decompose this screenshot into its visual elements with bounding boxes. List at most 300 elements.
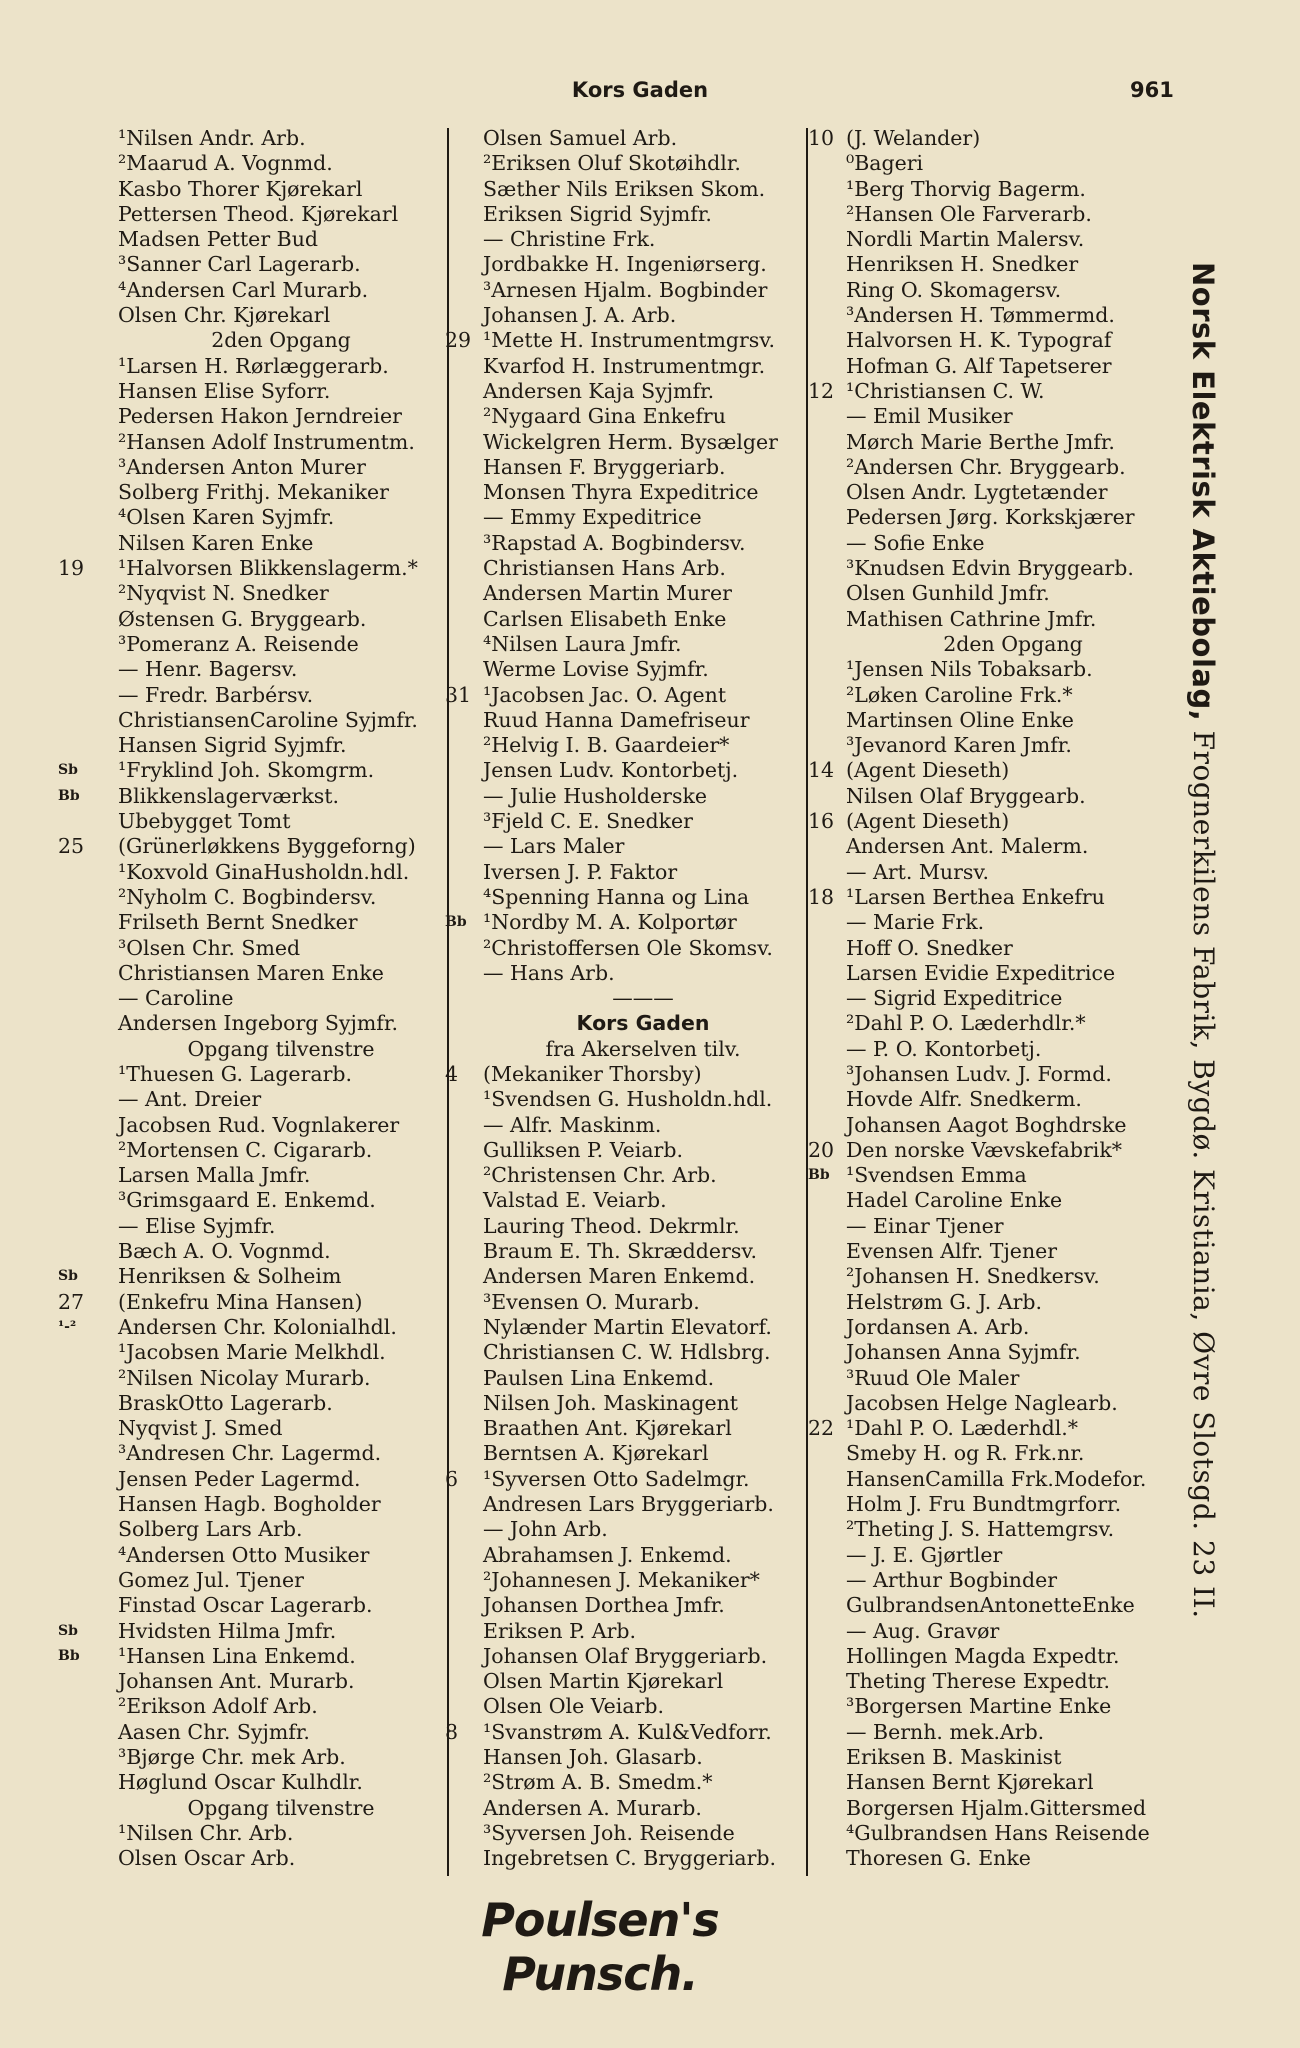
- directory-entry: [808, 1366, 1180, 1391]
- entry-text: — Alfr. Maskinm.: [483, 1112, 662, 1137]
- directory-column-2: [445, 126, 803, 1871]
- house-number: 18: [808, 884, 835, 909]
- entry-text: Martinsen Oline Enke: [846, 707, 1074, 732]
- directory-entry: [58, 227, 444, 252]
- directory-entry: [58, 1188, 444, 1213]
- directory-entry: [58, 683, 444, 708]
- entry-text: ²Løken Caroline Frk.*: [846, 682, 1073, 707]
- entry-text: Solberg Lars Arb.: [118, 1517, 303, 1542]
- directory-entry: [445, 1062, 803, 1087]
- directory-entry: [808, 1188, 1180, 1213]
- directory-entry: [58, 430, 444, 455]
- entry-text: Nylænder Martin Elevatorf.: [483, 1314, 772, 1339]
- directory-entry: [808, 885, 1180, 910]
- directory-entry: [808, 1796, 1180, 1821]
- entry-text: Berntsen A. Kjørekarl: [483, 1441, 709, 1466]
- entry-text: — Fredr. Barbérsv.: [118, 682, 314, 707]
- directory-entry: [445, 1644, 803, 1669]
- directory-entry: [58, 1441, 444, 1466]
- directory-entry: [58, 1745, 444, 1770]
- entry-text: ¹Larsen Berthea Enkefru: [846, 884, 1105, 909]
- entry-text: Johansen Anna Syjmfr.: [846, 1340, 1081, 1365]
- directory-entry: [58, 404, 444, 429]
- entry-text: Hansen Elise Syforr.: [118, 378, 331, 403]
- directory-entry: [58, 531, 444, 556]
- entry-text: — Hans Arb.: [483, 960, 615, 985]
- directory-entry: [808, 1619, 1180, 1644]
- directory-entry: [808, 202, 1180, 227]
- entry-text: Ring O. Skomagersv.: [846, 277, 1062, 302]
- entry-text: — Bernh. mek.Arb.: [846, 1719, 1045, 1744]
- entry-text: Andersen Maren Enkemd.: [483, 1264, 756, 1289]
- directory-entry: [445, 328, 803, 353]
- directory-entry: [445, 1188, 803, 1213]
- directory-entry: [445, 1315, 803, 1340]
- entry-text: Ruud Hanna Damefriseur: [483, 707, 750, 732]
- house-number: 27: [58, 1289, 85, 1314]
- entry-text: Mathisen Cathrine Jmfr.: [846, 606, 1097, 631]
- directory-entry: [58, 1214, 444, 1239]
- entry-text: Hollingen Magda Expedtr.: [846, 1643, 1120, 1668]
- directory-entry: [808, 227, 1180, 252]
- entry-text: (Enkefru Mina Hansen): [118, 1289, 363, 1314]
- directory-entry: [58, 1315, 444, 1340]
- entry-text: Nilsen Joh. Maskinagent: [483, 1390, 739, 1415]
- entry-text: Olsen Gunhild Jmfr.: [846, 581, 1050, 606]
- entry-text: ⁴Olsen Karen Syjmfr.: [118, 505, 335, 530]
- house-number: 8: [445, 1719, 459, 1744]
- directory-entry: [808, 1290, 1180, 1315]
- directory-entry: [808, 1163, 1180, 1188]
- entry-text: Andresen Lars Bryggeriarb.: [483, 1492, 774, 1517]
- directory-entry: [445, 1543, 803, 1568]
- directory-entry: [808, 1593, 1180, 1618]
- entry-text: ⁴Nilsen Laura Jmfr.: [483, 631, 682, 656]
- entry-text: Braathen Ant. Kjørekarl: [483, 1416, 732, 1441]
- entry-text: Andersen Ant. Malerm.: [846, 834, 1089, 859]
- house-number: ¹-²: [58, 1318, 77, 1335]
- directory-entry: [445, 278, 803, 303]
- directory-entry: [58, 1619, 444, 1644]
- entry-text: Olsen Oscar Arb.: [118, 1846, 296, 1871]
- directory-entry: [808, 278, 1180, 303]
- entry-text: GulbrandsenAntonetteEnke: [846, 1593, 1135, 1618]
- entry-text: ³Ruud Ole Maler: [846, 1365, 1020, 1390]
- entry-text: Wickelgren Herm. Bysælger: [483, 429, 778, 454]
- directory-entry: [808, 961, 1180, 986]
- entry-text: Aasen Chr. Syjmfr.: [118, 1719, 310, 1744]
- directory-entry: [445, 505, 803, 530]
- entry-text: — Christine Frk.: [483, 227, 656, 252]
- directory-entry: [808, 860, 1180, 885]
- entry-text: Hadel Caroline Enke: [846, 1188, 1063, 1213]
- directory-entry: [445, 784, 803, 809]
- directory-entry: [58, 1517, 444, 1542]
- directory-entry: [445, 1593, 803, 1618]
- house-number: Bb: [58, 787, 80, 804]
- entry-text: ²Nygaard Gina Enkefru: [483, 404, 726, 429]
- entry-text: Helstrøm G. J. Arb.: [846, 1289, 1043, 1314]
- entry-text: ³Rapstad A. Bogbindersv.: [483, 530, 746, 555]
- entry-text: Andersen Ingeborg Syjmfr.: [118, 1011, 398, 1036]
- directory-entry: [58, 455, 444, 480]
- entry-text: — Einar Tjener: [846, 1213, 1004, 1238]
- entry-text: Monsen Thyra Expeditrice: [483, 480, 759, 505]
- directory-entry: [445, 607, 803, 632]
- directory-entry: [58, 581, 444, 606]
- directory-entry: [808, 1391, 1180, 1416]
- entry-text: ¹Berg Thorvig Bagerm.: [846, 176, 1086, 201]
- directory-entry: [58, 1416, 444, 1441]
- directory-entry: [445, 1821, 803, 1846]
- entry-text: Christiansen C. W. Hdlsbrg.: [483, 1340, 771, 1365]
- directory-entry: [58, 1467, 444, 1492]
- entry-text: Larsen Evidie Expeditrice: [846, 960, 1116, 985]
- entry-text: ³Borgersen Martine Enke: [846, 1694, 1112, 1719]
- directory-entry: [58, 1113, 444, 1138]
- directory-entry: [445, 1290, 803, 1315]
- directory-entry: [58, 1543, 444, 1568]
- directory-entry: [808, 1011, 1180, 1036]
- directory-entry: [58, 632, 444, 657]
- directory-entry: [58, 303, 444, 328]
- entry-text: ²Johannesen J. Mekaniker*: [483, 1567, 760, 1592]
- entry-text: Theting Therese Expedtr.: [846, 1669, 1110, 1694]
- entry-text: Opgang tilvenstre: [187, 1795, 375, 1820]
- entry-text: BraskOtto Lagerarb.: [118, 1390, 333, 1415]
- directory-entry: [445, 151, 803, 176]
- directory-entry: [808, 556, 1180, 581]
- directory-entry: [445, 1568, 803, 1593]
- directory-entry: [445, 430, 803, 455]
- directory-entry: [58, 480, 444, 505]
- entry-text: — Emil Musiker: [846, 404, 1013, 429]
- directory-entry: [58, 1391, 444, 1416]
- entry-text: — Emmy Expeditrice: [483, 505, 702, 530]
- entry-text: ²Johansen H. Snedkersv.: [846, 1264, 1100, 1289]
- directory-entry: [58, 860, 444, 885]
- directory-entry: [808, 607, 1180, 632]
- directory-entry: [58, 1239, 444, 1264]
- entry-text: — John Arb.: [483, 1517, 608, 1542]
- directory-entry: [445, 834, 803, 859]
- side-ad-company: Norsk Elektrisk Aktiebolag,: [1186, 262, 1220, 722]
- directory-column-3: [808, 126, 1180, 1871]
- directory-entry: [445, 1846, 803, 1871]
- directory-entry: [58, 885, 444, 910]
- entry-text: ²Nilsen Nicolay Murarb.: [118, 1365, 371, 1390]
- entry-text: Nyqvist J. Smed: [118, 1416, 283, 1441]
- entry-text: ¹Svendsen Emma: [846, 1163, 1027, 1188]
- entry-text: ³Sanner Carl Lagerarb.: [118, 252, 361, 277]
- directory-entry: [58, 328, 444, 353]
- entry-text: Henriksen & Solheim: [118, 1264, 342, 1289]
- entry-text: Braum E. Th. Skræddersv.: [483, 1239, 758, 1264]
- entry-text: Henriksen H. Snedker: [846, 252, 1079, 277]
- directory-entry: [808, 354, 1180, 379]
- entry-text: ³Johansen Ludv. J. Formd.: [846, 1061, 1112, 1086]
- bottom-advertisement: Poulsen's Punsch.: [481, 1893, 719, 2001]
- entry-text: Høglund Oscar Kulhdlr.: [118, 1770, 363, 1795]
- directory-entry: [58, 1821, 444, 1846]
- entry-text: ³Andersen H. Tømmermd.: [846, 303, 1115, 328]
- entry-text: Nordli Martin Malersv.: [846, 227, 1085, 252]
- directory-entry: [445, 683, 803, 708]
- directory-entry: [808, 581, 1180, 606]
- directory-entry: [445, 126, 803, 151]
- directory-entry: [58, 733, 444, 758]
- directory-entry: [808, 1239, 1180, 1264]
- directory-entry: [808, 910, 1180, 935]
- entry-text: ———: [612, 986, 674, 1011]
- directory-entry: [58, 1492, 444, 1517]
- directory-entry: [58, 151, 444, 176]
- directory-entry: [808, 328, 1180, 353]
- directory-entry: [58, 177, 444, 202]
- directory-entry: [445, 1492, 803, 1517]
- entry-text: ¹Nilsen Andr. Arb.: [118, 126, 306, 150]
- directory-entry: [445, 227, 803, 252]
- directory-entry: [445, 556, 803, 581]
- entry-text: — Henr. Bagersv.: [118, 657, 298, 682]
- directory-entry: [445, 1441, 803, 1466]
- directory-entry: [808, 708, 1180, 733]
- directory-entry: [808, 936, 1180, 961]
- directory-entry: [808, 1087, 1180, 1112]
- entry-text: Jensen Peder Lagermd.: [118, 1466, 361, 1491]
- entry-text: Hoff O. Snedker: [846, 935, 1013, 960]
- entry-text: Iversen J. P. Faktor: [483, 859, 678, 884]
- entry-text: — Ant. Dreier: [118, 1087, 262, 1112]
- house-number: 10: [808, 126, 835, 150]
- house-number: Bb: [808, 1167, 830, 1184]
- entry-text: — Elise Syjmfr.: [118, 1213, 276, 1238]
- directory-entry: [808, 1441, 1180, 1466]
- entry-text: — Sofie Enke: [846, 530, 985, 555]
- directory-entry: [58, 1568, 444, 1593]
- entry-text: Larsen Malla Jmfr.: [118, 1163, 311, 1188]
- entry-text: Andersen Martin Murer: [483, 581, 732, 606]
- directory-entry: [58, 379, 444, 404]
- entry-text: Abrahamsen J. Enkemd.: [483, 1542, 732, 1567]
- directory-entry: [445, 379, 803, 404]
- directory-entry: [808, 505, 1180, 530]
- directory-entry: [808, 1543, 1180, 1568]
- entry-text: ⁴Andersen Carl Murarb.: [118, 277, 369, 302]
- entry-text: ¹Halvorsen Blikkenslagerm.*: [118, 556, 418, 581]
- directory-entry: [58, 354, 444, 379]
- directory-entry: [58, 657, 444, 682]
- entry-text: Hofman G. Alf Tapetserer: [846, 353, 1112, 378]
- entry-text: Nilsen Olaf Bryggearb.: [846, 783, 1086, 808]
- entry-text: ⁴Gulbrandsen Hans Reisende: [846, 1820, 1150, 1845]
- entry-text: Halvorsen H. K. Typograf: [846, 328, 1112, 353]
- directory-entry: [445, 809, 803, 834]
- entry-text: Werme Lovise Syjmfr.: [483, 657, 709, 682]
- directory-entry: [808, 1846, 1180, 1871]
- directory-entry: [58, 1037, 444, 1062]
- entry-text: ³Syversen Joh. Reisende: [483, 1820, 735, 1845]
- directory-entry: [808, 733, 1180, 758]
- directory-entry: [808, 379, 1180, 404]
- directory-entry: [445, 1340, 803, 1365]
- directory-entry: [58, 278, 444, 303]
- directory-entry: [445, 986, 803, 1011]
- directory-entry: [445, 177, 803, 202]
- entry-text: Smeby H. og R. Frk.nr.: [846, 1441, 1085, 1466]
- entry-text: Ingebretsen C. Bryggeriarb.: [483, 1846, 777, 1871]
- entry-text: — Aug. Gravør: [846, 1618, 1000, 1643]
- entry-text: Jacobsen Helge Naglearb.: [846, 1390, 1118, 1415]
- entry-text: ⁴Spenning Hanna og Lina: [483, 884, 750, 909]
- house-number: 14: [808, 758, 835, 783]
- entry-text: (Mekaniker Thorsby): [483, 1061, 702, 1086]
- entry-text: ²Maarud A. Vognmd.: [118, 151, 333, 176]
- entry-text: Eriksen P. Arb.: [483, 1618, 637, 1643]
- directory-entry: [58, 1694, 444, 1719]
- directory-entry: [445, 455, 803, 480]
- directory-entry: [58, 1366, 444, 1391]
- directory-entry: [808, 1214, 1180, 1239]
- entry-text: Eriksen B. Maskinist: [846, 1745, 1062, 1769]
- directory-entry: [808, 1467, 1180, 1492]
- directory-entry: [445, 1138, 803, 1163]
- entry-text: Solberg Frithj. Mekaniker: [118, 480, 389, 505]
- entry-text: fra Akerselven tilv.: [545, 1036, 741, 1061]
- directory-entry: [445, 860, 803, 885]
- directory-entry: [445, 1011, 803, 1036]
- directory-entry: [445, 1264, 803, 1289]
- entry-text: Johansen Dorthea Jmfr.: [483, 1593, 725, 1618]
- directory-entry: [58, 834, 444, 859]
- directory-entry: [808, 480, 1180, 505]
- entry-text: Holm J. Fru Bundtmgrforr.: [846, 1492, 1122, 1517]
- directory-entry: [808, 126, 1180, 151]
- directory-entry: [808, 809, 1180, 834]
- entry-text: — Julie Husholderske: [483, 783, 708, 808]
- entry-text: ²Hansen Adolf Instrumentm.: [118, 429, 415, 454]
- entry-text: ¹Nilsen Chr. Arb.: [118, 1820, 294, 1845]
- directory-entry: [808, 1264, 1180, 1289]
- directory-entry: [808, 404, 1180, 429]
- directory-entry: [58, 1340, 444, 1365]
- house-number: 19: [58, 556, 85, 581]
- directory-entry: [58, 809, 444, 834]
- entry-text: ³Arnesen Hjalm. Bogbinder: [483, 277, 768, 302]
- directory-entry: [445, 1087, 803, 1112]
- directory-entry: [808, 683, 1180, 708]
- entry-text: Paulsen Lina Enkemd.: [483, 1365, 715, 1390]
- directory-entry: [808, 1644, 1180, 1669]
- entry-text: — Art. Mursv.: [846, 859, 990, 884]
- directory-entry: [58, 1669, 444, 1694]
- entry-text: ⁰Bageri: [846, 151, 924, 176]
- entry-text: Olsen Ole Veiarb.: [483, 1694, 665, 1719]
- directory-entry: [808, 1416, 1180, 1441]
- entry-text: ²Strøm A. B. Smedm.*: [483, 1770, 713, 1795]
- entry-text: Borgersen Hjalm.Gittersmed: [846, 1795, 1147, 1820]
- entry-text: ²Hansen Ole Farverarb.: [846, 201, 1092, 226]
- entry-text: ²Nyqvist N. Snedker: [118, 581, 329, 606]
- house-number: 22: [808, 1416, 835, 1441]
- entry-text: ²Eriksen Oluf Skotøihdlr.: [483, 151, 741, 176]
- entry-text: Andersen Kaja Syjmfr.: [483, 378, 715, 403]
- entry-text: Olsen Chr. Kjørekarl: [118, 303, 331, 328]
- entry-text: Evensen Alfr. Tjener: [846, 1239, 1058, 1264]
- directory-entry: [445, 202, 803, 227]
- entry-text: ³Pomeranz A. Reisende: [118, 631, 359, 656]
- directory-entry: [445, 885, 803, 910]
- directory-entry: [445, 1745, 803, 1770]
- directory-entry: [808, 986, 1180, 1011]
- directory-entry: [445, 632, 803, 657]
- entry-text: — Marie Frk.: [846, 910, 985, 935]
- entry-text: ¹Hansen Lina Enkemd.: [118, 1643, 356, 1668]
- directory-entry: [808, 1340, 1180, 1365]
- directory-entry: [808, 1037, 1180, 1062]
- entry-text: ³Evensen O. Murarb.: [483, 1289, 700, 1314]
- directory-entry: [445, 1796, 803, 1821]
- entry-text: Jordansen A. Arb.: [846, 1314, 1030, 1339]
- entry-text: ³Knudsen Edvin Bryggearb.: [846, 556, 1134, 581]
- directory-entry: [58, 1163, 444, 1188]
- directory-entry: [58, 556, 444, 581]
- entry-text: Frilseth Bernt Snedker: [118, 910, 358, 935]
- entry-text: Gulliksen P. Veiarb.: [483, 1137, 683, 1162]
- entry-text: — Sigrid Expeditrice: [846, 986, 1063, 1011]
- entry-text: — Caroline: [118, 986, 234, 1011]
- directory-entry: [445, 733, 803, 758]
- directory-entry: [808, 1138, 1180, 1163]
- directory-entry: [445, 303, 803, 328]
- entry-text: Gomez Jul. Tjener: [118, 1567, 304, 1592]
- directory-entry: [58, 936, 444, 961]
- entry-text: Olsen Martin Kjørekarl: [483, 1669, 724, 1694]
- directory-entry: [808, 1745, 1180, 1770]
- directory-entry: [445, 404, 803, 429]
- entry-text: Finstad Oscar Lagerarb.: [118, 1593, 373, 1618]
- entry-text: ³Fjeld C. E. Snedker: [483, 809, 693, 834]
- directory-entry: [808, 1669, 1180, 1694]
- directory-entry: [808, 657, 1180, 682]
- entry-text: Johansen Aagot Boghdrske: [846, 1112, 1127, 1137]
- entry-text: Bæch A. O. Vognmd.: [118, 1239, 331, 1264]
- directory-entry: [58, 505, 444, 530]
- directory-entry: [58, 1770, 444, 1795]
- directory-entry: [808, 151, 1180, 176]
- entry-text: Jacobsen Rud. Vognlakerer: [118, 1112, 400, 1137]
- entry-text: — P. O. Kontorbetj.: [846, 1036, 1042, 1061]
- directory-entry: [58, 784, 444, 809]
- entry-text: — J. E. Gjørtler: [846, 1542, 1003, 1567]
- entry-text: Sæther Nils Eriksen Skom.: [483, 176, 766, 201]
- directory-entry: [808, 1720, 1180, 1745]
- entry-text: (Agent Dieseth): [846, 758, 1010, 783]
- entry-text: Lauring Theod. Dekrmlr.: [483, 1213, 740, 1238]
- directory-entry: [58, 961, 444, 986]
- entry-text: Hansen Sigrid Syjmfr.: [118, 733, 347, 758]
- directory-entry: [58, 252, 444, 277]
- entry-text: ³Olsen Chr. Smed: [118, 935, 301, 960]
- entry-text: ¹Larsen H. Rørlæggerarb.: [118, 353, 389, 378]
- entry-text: ¹Jensen Nils Tobaksarb.: [846, 657, 1093, 682]
- entry-text: ³Jevanord Karen Jmfr.: [846, 733, 1072, 758]
- entry-text: ²Helvig I. B. Gaardeier*: [483, 733, 730, 758]
- directory-entry: [58, 1846, 444, 1871]
- entry-text: ³Andresen Chr. Lagermd.: [118, 1441, 382, 1466]
- entry-text: Jensen Ludv. Kontorbetj.: [483, 758, 739, 783]
- directory-entry: [445, 1669, 803, 1694]
